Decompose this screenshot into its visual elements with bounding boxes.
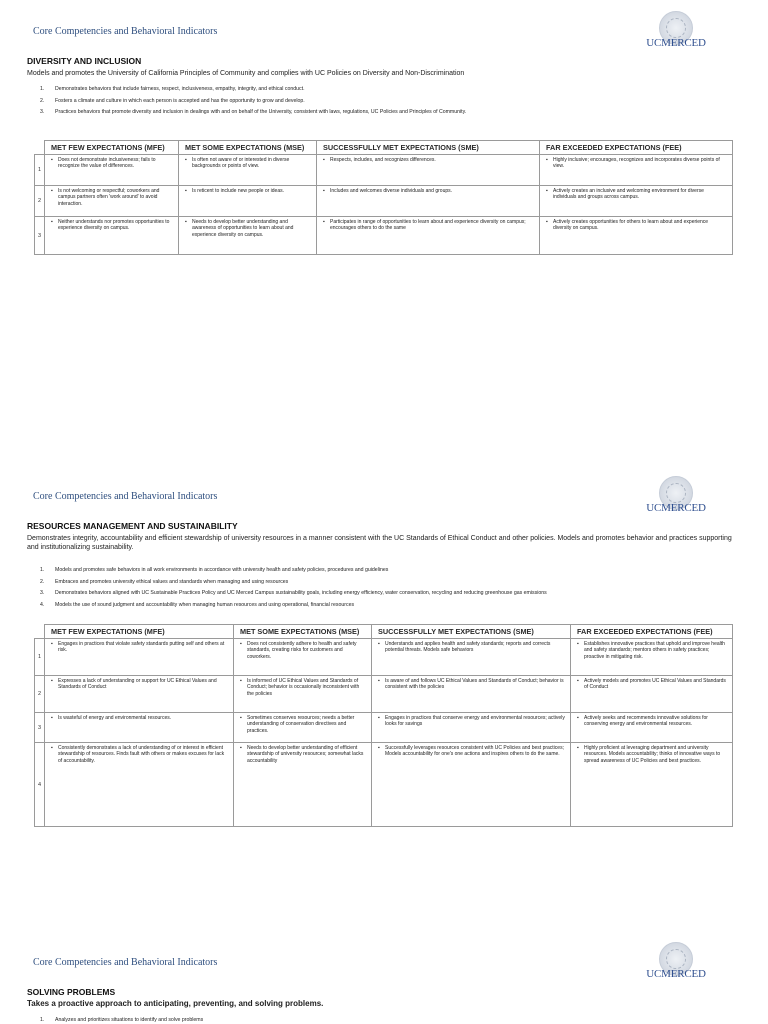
list-item: 3. Demonstrates behaviors aligned with UC Sustainable Practices Policy and UC Merced Campus sustainability goals, including energy efficiency, water conservation, recycling and reducing greenhouse gas emissions [40, 590, 547, 596]
row-number: 3 [35, 713, 45, 743]
logo-text: UCMERCED [646, 502, 706, 514]
table-row [35, 155, 733, 186]
page-header-title: Core Competencies and Behavioral Indicators [33, 491, 218, 502]
table-header-row [35, 141, 733, 155]
section-description: Models and promotes the University of California Principles of Community and complies with UC Policies on Diversity and Non-Discrimination [27, 70, 465, 77]
row-number: 1 [35, 155, 45, 186]
table-cell: ▪ Successfully leverages resources consistent with UC Policies and best practices; Models accountability for one's one actions and inspires others to do the same. [372, 743, 571, 827]
table-cell: ▪ Engages in practices that violate safety standards putting self and others at risk. [45, 639, 234, 676]
col-header-mse: MET SOME EXPECTATIONS (MSE) [179, 141, 317, 155]
section-heading: SOLVING PROBLEMS [27, 987, 116, 997]
table-cell: ▪ Highly inclusive; encourages, recognizes and incorporates diverse points of view. [540, 155, 733, 186]
section-heading: RESOURCES MANAGEMENT AND SUSTAINABILITY [27, 521, 238, 531]
row-number: 3 [35, 217, 45, 255]
page-header-title: Core Competencies and Behavioral Indicators [33, 957, 218, 968]
list-item: 1. Demonstrates behaviors that include fairness, respect, inclusiveness, empathy, integrity, and ethical conduct. [40, 86, 305, 92]
ucmerced-logo [643, 942, 709, 982]
col-header-mfe: MET FEW EXPECTATIONS (MFE) [45, 625, 234, 639]
table-cell: ▪ Does not consistently adhere to health and safety standards, creating risks for customers and coworkers. [234, 639, 372, 676]
table-row [35, 186, 733, 217]
section-description: Takes a proactive approach to anticipating, preventing, and solving problems. [27, 999, 324, 1008]
logo-text: UCMERCED [646, 968, 706, 980]
table-cell: ▪ Actively models and promotes UC Ethical Values and Standards of Conduct [571, 676, 733, 713]
table-cell: ▪ Does not demonstrate inclusiveness; fails to recognize the value of differences. [45, 155, 179, 186]
row-number: 2 [35, 676, 45, 713]
table-cell: ▪ Actively creates opportunities for others to learn about and experience diversity on campus. [540, 217, 733, 255]
table-cell: ▪ Highly proficient at leveraging department and university resources. Models accountability; thinks of innovative ways to spread awareness of UC Policies and best practices. [571, 743, 733, 827]
indicator-list [40, 565, 740, 611]
table-cell: ▪ Needs to develop better understanding and awareness of opportunities to learn about and experience diversity on campus. [179, 217, 317, 255]
table-cell: ▪ Includes and welcomes diverse individuals and groups. [317, 186, 540, 217]
ucmerced-logo [643, 11, 709, 51]
table-cell: ▪ Sometimes conserves resources; needs a better understanding of conservation directives and practices. [234, 713, 372, 743]
list-item: 2. Embraces and promotes university ethical values and standards when managing and using resources [40, 578, 289, 585]
section-solving [0, 931, 768, 1024]
table-row [35, 743, 733, 827]
section-diversity [0, 0, 768, 330]
row-number: 2 [35, 186, 45, 217]
list-item: 3. Practices behaviors that promote diversity and inclusion in dealings with and on behalf of the University, consistent with laws, regulations, UC Policies and Principles of Community. [40, 109, 467, 115]
expectations-table [34, 140, 733, 255]
table-header-row [35, 625, 733, 639]
row-number: 4 [35, 743, 45, 827]
col-header-fee: FAR EXCEEDED EXPECTATIONS (FEE) [540, 141, 733, 155]
col-header-mse: MET SOME EXPECTATIONS (MSE) [234, 625, 372, 639]
table-cell: ▪ Engages in practices that conserve energy and environmental resources; actively looks for savings [372, 713, 571, 743]
table-row [35, 217, 733, 255]
table-cell: ▪ Respects, includes, and recognizes differences. [317, 155, 540, 186]
indicator-list [40, 1015, 740, 1024]
col-header-sme: SUCCESSFULLY MET EXPECTATIONS (SME) [317, 141, 540, 155]
table-cell: ▪ Is aware of and follows UC Ethical Values and Standards of Conduct; behavior is consistent with the policies [372, 676, 571, 713]
section-description: Demonstrates integrity, accountability and efficient stewardship of university resources in a manner consistent with the UC Standards of Ethical Conduct and other policies. Models and promotes behavior and practices supporting and institutionalizing sustainability. [27, 535, 732, 551]
expectations-table [34, 624, 733, 827]
logo-text: UCMERCED [646, 37, 706, 49]
page-header-title: Core Competencies and Behavioral Indicators [33, 26, 218, 37]
section-heading: DIVERSITY AND INCLUSION [27, 56, 142, 66]
table-cell: ▪ Establishes innovative practices that uphold and improve health and safety standards; mentors others in safety practices; proactive in mitigating risk. [571, 639, 733, 676]
table-cell: ▪ Participates in range of opportunities to learn about and experience diversity on campus; encourages others to do the same [317, 217, 540, 255]
table-row [35, 676, 733, 713]
table-cell: ▪ Understands and applies health and safety standards; reports and corrects potential threats. Models safe behaviors [372, 639, 571, 676]
col-header-mfe: MET FEW EXPECTATIONS (MFE) [45, 141, 179, 155]
table-cell: ▪ Actively seeks and recommends innovative solutions for conserving energy and environmental resources. [571, 713, 733, 743]
list-item: 1. Models and promotes safe behaviors in all work environments in accordance with university health and safety policies, procedures and guidelines [40, 567, 389, 573]
table-cell: ▪ Consistently demonstrates a lack of understanding of or interest in efficient stewardship of resources. Finds fault with others or makes excuses for lack of accountability. [45, 743, 234, 827]
table-row [35, 713, 733, 743]
list-item: 4. Models the use of sound judgment and accountability when managing human resources and using operational, financial resources [40, 601, 355, 608]
indicator-list [40, 84, 740, 119]
row-number: 1 [35, 639, 45, 676]
col-header-fee: FAR EXCEEDED EXPECTATIONS (FEE) [571, 625, 733, 639]
table-cell: ▪ Is wasteful of energy and environmental resources. [45, 713, 234, 743]
table-cell: ▪ Is often not aware of or interested in diverse backgrounds or points of view. [179, 155, 317, 186]
table-cell: ▪ Needs to develop better understanding of efficient stewardship of university resources; somewhat lacks accountability [234, 743, 372, 827]
table-cell: ▪ Actively creates an inclusive and welcoming environment for diverse individuals and groups across campus. [540, 186, 733, 217]
table-cell: ▪ Expresses a lack of understanding or support for UC Ethical Values and Standards of Conduct [45, 676, 234, 713]
table-row [35, 639, 733, 676]
table-cell: ▪ Neither understands nor promotes opportunities to experience diversity on campus. [45, 217, 179, 255]
table-cell: ▪ Is not welcoming or respectful; coworkers and campus partners often 'work around' to avoid interaction. [45, 186, 179, 217]
ucmerced-logo [643, 476, 709, 516]
table-cell: ▪ Is reticent to include new people or ideas. [179, 186, 317, 217]
list-item: 1. Analyzes and prioritizes situations to identify and solve problems [40, 1017, 204, 1023]
section-resources [0, 465, 768, 865]
col-header-sme: SUCCESSFULLY MET EXPECTATIONS (SME) [372, 625, 571, 639]
list-item: 2. Fosters a climate and culture in which each person is accepted and has the opportunity to grow and develop. [40, 97, 305, 104]
table-cell: ▪ Is informed of UC Ethical Values and Standards of Conduct; behavior is occasionally inconsistent with the policies [234, 676, 372, 713]
